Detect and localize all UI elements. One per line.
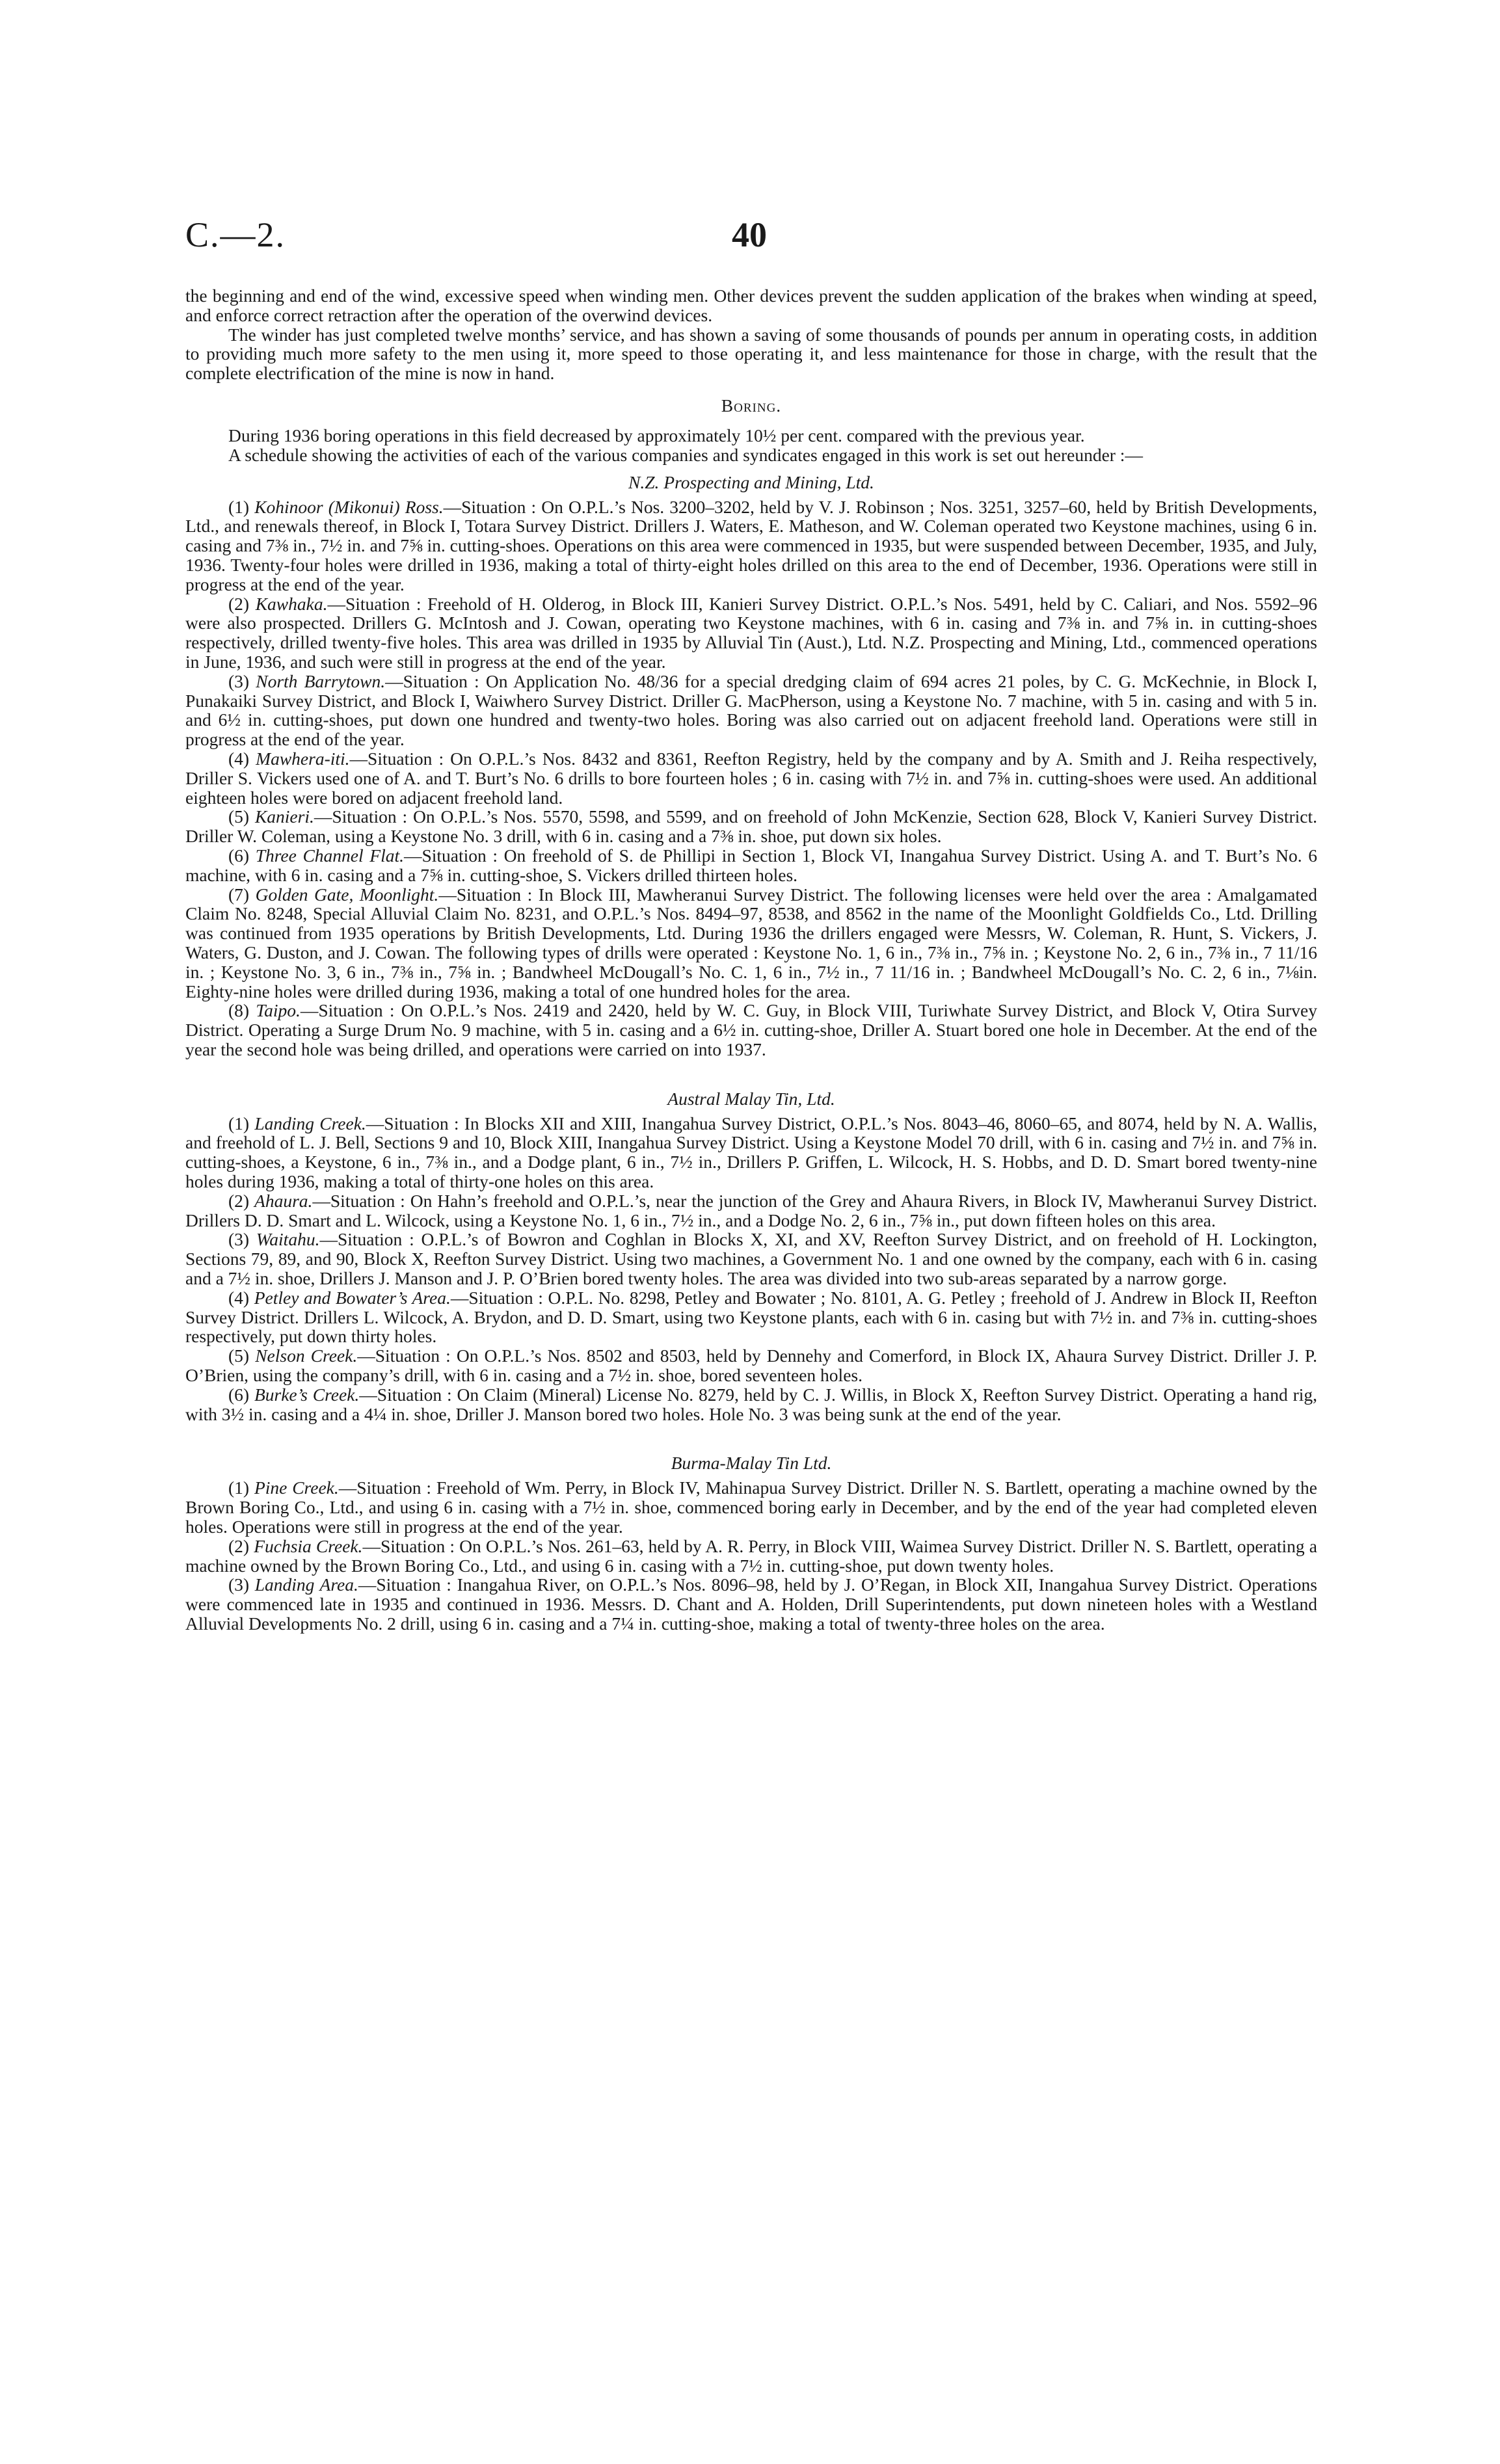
entry-text: —Situation : On O.P.L.’s Nos. 8432 and 8361, Reefton Registry, held by the company and by A. Smith and J. Reiha respectively, Driller S. Vickers used one of A. and T. Burt’s No. 6 drills to bore fourteen holes ; 6 in. casing with 7½ in. and 7⅝ in. cutting-shoes were used. An additional eighteen holes were bored on adjacent freehold land. <box>185 748 1317 808</box>
entry-name: Ahaura. <box>254 1190 313 1211</box>
entry-name: Landing Creek. <box>254 1113 366 1133</box>
entry-number: (5) <box>228 1345 250 1366</box>
document-reference: C.—2. <box>185 215 286 254</box>
schedule-entry <box>185 1537 1317 1576</box>
schedule-entry <box>185 672 1317 749</box>
entry-text: —Situation : On O.P.L.’s Nos. 5570, 5598, and 5599, and on freehold of John McKenzie, Section 628, Block V, Kanieri Survey District. Driller W. Coleman, using a Keystone No. 3 drill, with 6 in. casing and a 7⅜ in. shoe, put down six holes. <box>185 806 1317 847</box>
entry-text: —Situation : O.P.L.’s of Bowron and Coghlan in Blocks X, XI, and XV, Reefton Survey District, and on freehold of H. Lockington, Sections 79, 89, and 90, Block X, Reefton Survey District. Using two machines, a Government No. 1 and one owned by the company, each with 6 in. casing and a 7½ in. shoe, Drillers J. Manson and J. P. O’Brien bored twenty holes. The area was divided into two sub-areas separated by a narrow gorge. <box>185 1229 1317 1289</box>
entry-text: —Situation : On O.P.L.’s Nos. 2419 and 2420, held by W. C. Guy, in Block VIII, Turiwhate Survey District, and Block V, Otira Survey District. Operating a Surge Drum No. 9 machine, with 5 in. casing and a 6½ in. cutting-shoe, Driller A. Stuart bored one hole in December. At the end of the year the second hole was being drilled, and operations were carried on into 1937. <box>185 1000 1317 1059</box>
schedule-entry <box>185 1230 1317 1288</box>
entry-text: —Situation : In Block III, Mawheranui Survey District. The following licenses were held over the area : Amalgamated Claim No. 8248, Special Alluvial Claim No. 8231, and O.P.L.’s Nos. 8494–97, 8538, and 8562 in the name of the Moonlight Goldfields Co., Ltd. Drilling was continued from 1935 operations by British Developments, Ltd. During 1936 the drillers engaged were Messrs, W. Coleman, R. Hunt, S. Vickers, J. Waters, G. Duston, and J. Cowan. The following types of drills were operated : Keystone No. 1, 6 in., 7⅜ in., 7⅝ in. ; Keystone No. 2, 6 in., 7⅜ in., 7 11/16 in. ; Keystone No. 3, 6 in., 7⅜ in., 7⅝ in. ; Bandwheel McDougall’s No. C. 1, 6 in., 7½ in., 7 11/16 in. ; Bandwheel McDougall’s No. C. 2, 6 in., 7⅛in. Eighty-nine holes were drilled during 1936, making a total of one hundred holes for the area. <box>185 884 1317 1001</box>
entry-number: (6) <box>228 845 250 866</box>
entry-number: (1) <box>228 1477 250 1498</box>
schedule-entry <box>185 1575 1317 1633</box>
schedule-entry <box>185 846 1317 885</box>
entry-number: (8) <box>228 1000 250 1021</box>
entry-text: —Situation : On Claim (Mineral) License No. 8279, held by C. J. Willis, in Block X, Reefton Survey District. Operating a hand rig, with 3½ in. casing and a 4¼ in. shoe, Driller J. Manson bored two holes. Hole No. 3 was being sunk at the end of the year. <box>185 1384 1317 1424</box>
schedule-entry <box>185 1114 1317 1191</box>
schedule-entry <box>185 497 1317 594</box>
entry-name: Mawhera-iti. <box>256 748 350 769</box>
page-number: 40 <box>732 215 767 254</box>
entry-number: (2) <box>228 1190 250 1211</box>
schedule-entry <box>185 1385 1317 1424</box>
entry-number: (2) <box>228 593 250 614</box>
entry-number: (1) <box>228 496 250 517</box>
entry-text: —Situation : On O.P.L.’s Nos. 261–63, held by A. R. Perry, in Block VIII, Waimea Survey District. Driller N. S. Bartlett, operating a machine owned by the Brown Boring Co., Ltd., and using 6 in. casing with a 7½ in. cutting-shoe, put down twenty holes. <box>185 1535 1317 1576</box>
entry-number: (3) <box>228 1574 250 1595</box>
company-section <box>185 1089 1317 1424</box>
entry-number: (2) <box>228 1535 250 1556</box>
entry-name: Kohinoor (Mikonui) Ross. <box>254 496 444 517</box>
company-heading: N.Z. Prospecting and Mining, Ltd. <box>628 471 874 492</box>
entry-number: (4) <box>228 748 250 769</box>
entry-text: —Situation : On freehold of S. de Phillipi in Section 1, Block VI, Inangahua Survey District. Using A. and T. Burt’s No. 6 machine, with 6 in. casing and a 7⅝ in. cutting-shoe, S. Vickers drilled thirteen holes. <box>185 845 1317 885</box>
entry-number: (5) <box>228 806 250 827</box>
entry-number: (3) <box>228 670 250 691</box>
company-section <box>185 1453 1317 1633</box>
entry-text: —Situation : On O.P.L.’s Nos. 3200–3202, held by V. J. Robinson ; Nos. 3251, 3257–60, held by British Developments, Ltd., and renewals thereof, in Block I, Totara Survey District. Drillers J. Waters, E. Matheson, and W. Coleman operated two Keystone machines, using 6 in. casing and 7⅜ in., 7½ in. and 7⅝ in. cutting-shoes. Operations on this area were commenced in 1935, but were suspended between December, 1935, and July, 1936. Twenty-four holes were drilled in 1936, making a total of thirty-eight holes drilled on this area to the end of December, 1936. Operations were still in progress at the end of the year. <box>185 496 1317 594</box>
schedule-entry <box>185 1288 1317 1346</box>
intro-paragraph: The winder has just completed twelve months’ service, and has shown a saving of some thousands of pounds per annum in operating costs, in addition to providing much more safety to the men using it, more speed to those operating it, and less maintenance for those in charge, with the result that the complete electrification of the mine is now in hand. <box>185 324 1317 384</box>
schedule-entry <box>185 1478 1317 1536</box>
entry-number: (6) <box>228 1384 250 1405</box>
schedule-entry <box>185 1191 1317 1230</box>
boring-paragraph: A schedule showing the activities of each of the various companies and syndicates engaged in this work is set out hereunder :— <box>228 444 1143 465</box>
entry-name: North Barrytown. <box>256 670 386 691</box>
entry-text: —Situation : Freehold of Wm. Perry, in Block IV, Mahinapua Survey District. Driller N. S. Bartlett, operating a machine owned by the Brown Boring Co., Ltd., and using 6 in. casing with a 7½ in. shoe, commenced boring early in December, and by the end of the year had completed eleven holes. Operations were still in progress at the end of the year. <box>185 1477 1317 1537</box>
entry-name: Pine Creek. <box>254 1477 339 1498</box>
entry-text: —Situation : On Application No. 48/36 for a special dredging claim of 694 acres 21 poles, by C. G. McKechnie, in Block I, Punakaiki Survey District, and Block I, Waiwhero Survey District. Driller G. MacPherson, using a Keystone No. 7 machine, with 5 in. casing and with 5 in. and 6½ in. cutting-shoes, put down one hundred and twenty-two holes. Boring was also carried out on adjacent freehold land. Operations were still in progress at the end of the year. <box>185 670 1318 750</box>
entry-name: Nelson Creek. <box>255 1345 358 1366</box>
entry-name: Kanieri. <box>254 806 314 827</box>
entry-name: Petley and Bowater’s Area. <box>254 1287 451 1308</box>
entry-name: Landing Area. <box>254 1574 358 1595</box>
entry-name: Waitahu. <box>256 1229 320 1250</box>
entry-number: (4) <box>228 1287 250 1308</box>
schedule-entry <box>185 749 1317 807</box>
entry-text: —Situation : Freehold of H. Olderog, in Block III, Kanieri Survey District. O.P.L.’s Nos. 5491, held by C. Caliari, and Nos. 5592–96 were also prospected. Drillers G. McIntosh and J. Cowan, operating two Keystone machines, with 6 in. casing and 7⅜ in. and 7⅝ in. in cutting-shoes respectively, drilled twenty-five holes. This area was drilled in 1935 by Alluvial Tin (Aust.), Ltd. N.Z. Prospecting and Mining, Ltd., commenced operations in June, 1936, and such were still in progress at the end of the year. <box>185 593 1317 672</box>
boring-paragraph: During 1936 boring operations in this field decreased by approximately 10½ per cent. compared with the previous year. <box>228 425 1085 445</box>
entry-name: Burke’s Creek. <box>254 1384 360 1405</box>
schedule-entry <box>185 807 1317 846</box>
entry-name: Three Channel Flat. <box>255 845 404 866</box>
entry-name: Fuchsia Creek. <box>254 1535 363 1556</box>
page-header <box>185 215 1317 260</box>
entry-text: —Situation : Inangahua River, on O.P.L.’s Nos. 8096–98, held by J. O’Regan, in Block XII, Inangahua Survey District. Operations were commenced late in 1935 and continued in 1936. Messrs. D. Chant and A. Holden, Drill Superintendents, put down nineteen holes with a Westland Alluvial Developments No. 2 drill, using 6 in. casing and a 7¼ in. cutting-shoe, making a total of twenty-three holes on the area. <box>185 1574 1318 1634</box>
entry-text: —Situation : O.P.L. No. 8298, Petley and Bowater ; No. 8101, A. G. Petley ; freehold of J. Andrew in Block II, Reefton Survey District. Drillers L. Wilcock, A. Brydon, and D. D. Smart, using two Keystone plants, each with 6 in. casing but with 7½ in. and 7⅜ in. cutting-shoes respectively, put down thirty holes. <box>185 1287 1318 1347</box>
entry-name: Golden Gate, Moonlight. <box>255 884 439 905</box>
schedule-entry <box>185 594 1317 672</box>
entry-text: —Situation : On O.P.L.’s Nos. 8502 and 8503, held by Dennehy and Comerford, in Block IX, Ahaura Survey District. Driller J. P. O’Brien, using the company’s drill, with 6 in. casing and a 7½ in. shoe, bored seventeen holes. <box>185 1345 1317 1386</box>
entry-text: —Situation : In Blocks XII and XIII, Inangahua Survey District, O.P.L.’s Nos. 8043–46, 8060–65, and 8074, held by N. A. Wallis, and freehold of L. J. Bell, Sections 9 and 10, Block XIII, Inangahua Survey District. Using a Keystone Model 70 drill, with 6 in. casing and 7½ in. and 7⅝ in. cutting-shoes, a Keystone, 6 in., 7⅜ in., and a Dodge plant, 6 in., 7½ in., Drillers P. Griffen, L. Wilcock, H. S. Hobbs, and D. D. Smart bored twenty-nine holes during 1936, making a total of thirty-one holes on this area. <box>185 1113 1318 1192</box>
company-heading: Burma-Malay Tin Ltd. <box>671 1453 832 1474</box>
company-heading: Austral Malay Tin, Ltd. <box>667 1088 835 1109</box>
schedule-entry <box>185 885 1317 1001</box>
entry-number: (3) <box>228 1229 250 1250</box>
entry-name: Kawhaka. <box>255 593 328 614</box>
schedule-entry <box>185 1001 1317 1059</box>
company-section <box>185 473 1317 1059</box>
entry-name: Taipo. <box>256 1000 301 1021</box>
document-body <box>185 286 1317 1634</box>
entry-text: —Situation : On Hahn’s freehold and O.P.L.’s, near the junction of the Grey and Ahaura Rivers, in Block IV, Mawheranui Survey District. Drillers D. D. Smart and L. Wilcock, using a Keystone No. 1, 6 in., 7½ in., and a Dodge No. 2, 6 in., 7⅝ in., put down fifteen holes on this area. <box>185 1190 1317 1230</box>
section-heading-boring: Boring. <box>721 395 782 416</box>
entry-number: (1) <box>228 1113 250 1133</box>
schedule-entry <box>185 1346 1317 1385</box>
intro-paragraph: the beginning and end of the wind, excessive speed when winding men. Other devices prevent the sudden application of the brakes when winding at speed, and enforce correct retraction after the operation of the overwind devices. <box>185 285 1317 325</box>
entry-number: (7) <box>228 884 250 905</box>
